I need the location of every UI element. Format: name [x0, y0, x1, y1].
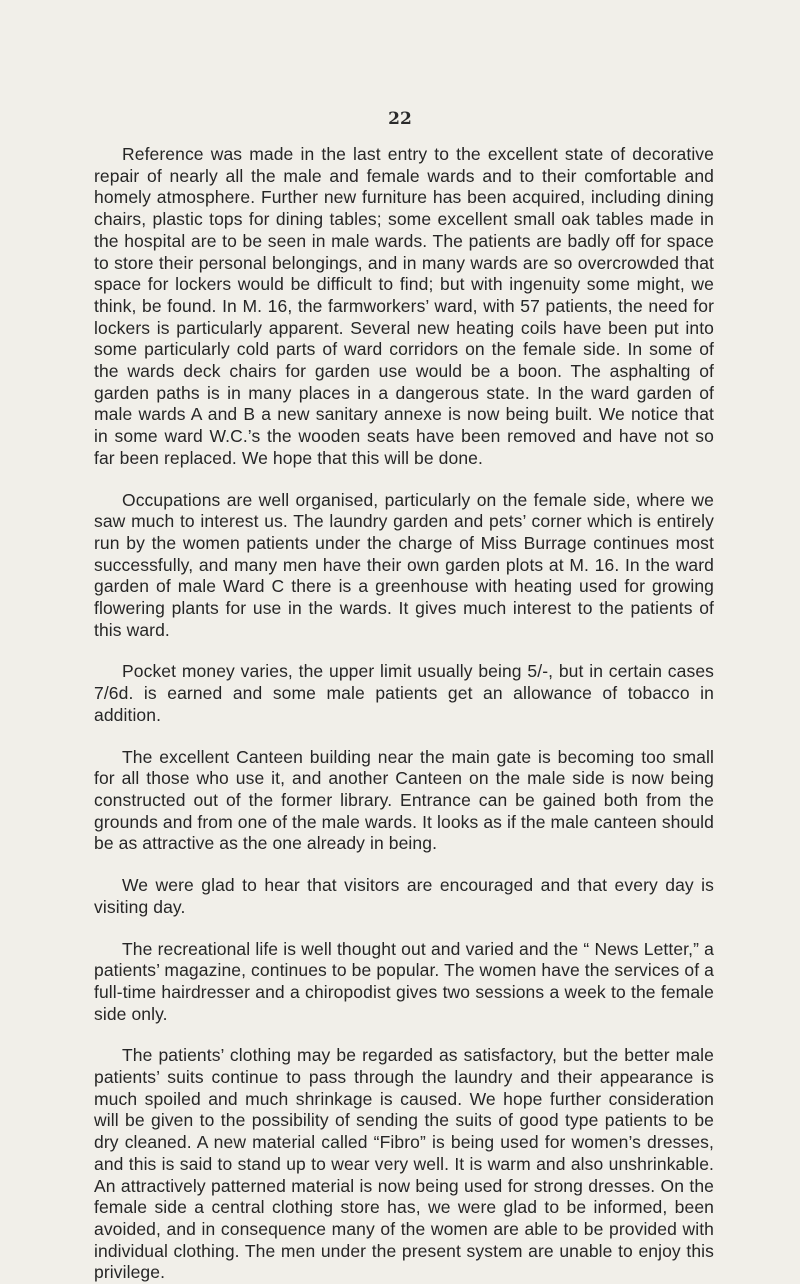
paragraph-visitors: We were glad to hear that visitors are encouraged and that every day is visiting day.: [94, 875, 714, 917]
paragraph-canteen: The excellent Canteen building near the main gate is becoming too small for all those who use it, and another Canteen on the male side is now being constructed out of the former library. Entrance can be gained both from the grounds and from one of the male wards. It looks as if the male canteen should be as attractive as the one already in being.: [94, 746, 714, 854]
body-text: [94, 144, 714, 1284]
paragraph-decorative-repair: Reference was made in the last entry to the excellent state of decorative repair of nearly all the male and female wards and to their comfortable and homely atmosphere. Further new furniture has been acquired, including dining chairs, plastic tops for dining tables; some excellent small oak tables made in the hospital are to be seen in male wards. The patients are badly off for space to store their personal belongings, and in many wards are so overcrowded that space for lockers would be difficult to find; but with ingenuity some might, we think, be found. In M. 16, the farmworkers’ ward, with 57 patients, the need for lockers is particularly apparent. Several new heating coils have been put into some particularly cold parts of ward corridors on the female side. In some of the wards deck chairs for garden use would be a boon. The asphalting of garden paths is in many places in a dangerous state. In the ward garden of male wards A and B a new sanitary annexe is now being built. We notice that in some ward W.C.’s the wooden seats have been removed and have not so far been replaced. We hope that this will be done.: [94, 144, 714, 468]
paragraph-pocket-money: Pocket money varies, the upper limit usually being 5/-, but in certain cases 7/6d. is earned and some male patients get an allowance of tobacco in addition.: [94, 661, 714, 725]
paragraph-clothing: The patients’ clothing may be regarded as satisfactory, but the better male patients’ suits continue to pass through the laundry and their appearance is much spoiled and much shrinkage is caused. We hope further consideration will be given to the possibility of sending the suits of good type patients to be dry cleaned. A new material called “Fibro” is being used for women’s dresses, and this is said to stand up to wear very well. It is warm and also unshrinkable. An attractively patterned material is now being used for strong dresses. On the female side a central clothing store has, we were glad to be informed, been avoided, and in consequence many of the women are able to be provided with individual clothing. The men under the present system are unable to enjoy this privilege.: [94, 1045, 714, 1283]
paragraph-recreational-life: The recreational life is well thought out and varied and the “ News Letter,” a patients’ magazine, continues to be popular. The women have the services of a full-time hairdresser and a chiropodist gives two sessions a week to the female side only.: [94, 938, 714, 1024]
page-number: 22: [388, 109, 412, 129]
paragraph-occupations: Occupations are well organised, particularly on the female side, where we saw much to interest us. The laundry garden and pets’ corner which is entirely run by the women patients under the charge of Miss Burrage continues most successfully, and many men have their own garden plots at M. 16. In the ward garden of male Ward C there is a greenhouse with heating used for growing flowering plants for use in the wards. It gives much interest to the patients of this ward.: [94, 489, 714, 640]
